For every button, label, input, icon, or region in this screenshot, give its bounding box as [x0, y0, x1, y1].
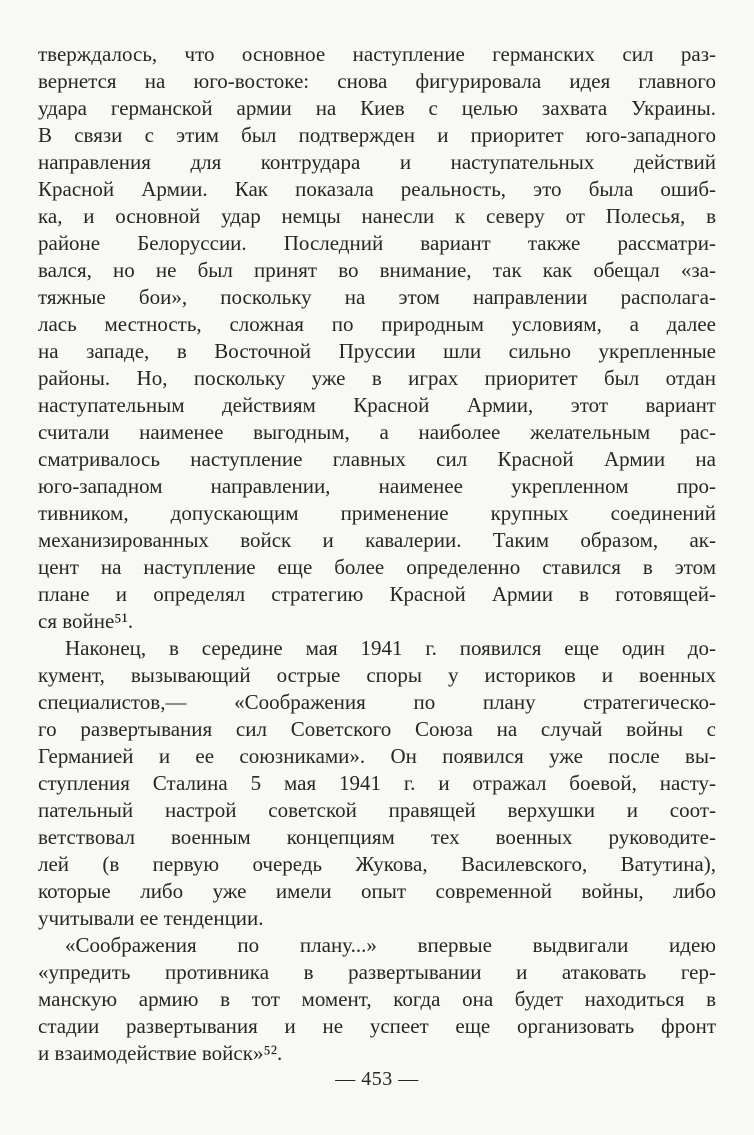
- text-line: вернется на юго-востоке: снова фигурировала идея главного: [38, 69, 716, 93]
- text-line: и взаимодействие войск»⁵².: [38, 1041, 283, 1065]
- text-line: кумент, вызывающий острые споры у историков и военных: [38, 663, 716, 687]
- text-line: районы. Но, поскольку уже в играх приоритет был отдан: [38, 366, 716, 390]
- text-line: «упредить противника в развертывании и атаковать гер-: [38, 960, 716, 984]
- text-line: тверждалось, что основное наступление германских сил раз-: [38, 42, 716, 66]
- text-line: стадии развертывания и не успеет еще организовать фронт: [38, 1014, 716, 1038]
- text-line: цент на наступление еще более определенно ставился в этом: [38, 555, 716, 579]
- text-line: ся войне⁵¹.: [38, 609, 134, 633]
- text-line: ступления Сталина 5 мая 1941 г. и отражал боевой, насту-: [38, 771, 716, 795]
- text-line: специалистов,— «Соображения по плану стратегическо-: [38, 690, 716, 714]
- text-line: В связи с этим был подтвержден и приоритет юго-западного: [38, 123, 716, 147]
- text-line: Германией и ее союзниками». Он появился уже после вы-: [38, 744, 716, 768]
- text-line: на западе, в Восточной Пруссии шли сильно укрепленные: [38, 339, 716, 363]
- text-line: «Соображения по плану...» впервые выдвигали идею: [65, 933, 716, 957]
- text-line: Красной Армии. Как показала реальность, это была ошиб-: [38, 177, 716, 201]
- text-line: го развертывания сил Советского Союза на случай войны с: [38, 717, 716, 741]
- text-line: наступательным действиям Красной Армии, этот вариант: [38, 393, 716, 417]
- paragraph: [38, 635, 716, 932]
- text-line: механизированных войск и кавалерии. Таким образом, ак-: [38, 528, 716, 552]
- text-line: лась местность, сложная по природным условиям, а далее: [38, 312, 716, 336]
- paragraph: [38, 932, 716, 1067]
- text-line: Наконец, в середине мая 1941 г. появился еще один до-: [65, 636, 716, 660]
- text-line: тяжные бои», поскольку на этом направлении располага-: [38, 285, 716, 309]
- text-line: сматривалось наступление главных сил Красной Армии на: [38, 447, 716, 471]
- text-line: манскую армию в тот момент, когда она будет находиться в: [38, 987, 716, 1011]
- text-line: районе Белоруссии. Последний вариант также рассматри-: [38, 231, 716, 255]
- text-line: вался, но не был принят во внимание, так как обещал «за-: [38, 258, 716, 282]
- paragraph: [38, 41, 716, 635]
- text-line: юго-западном направлении, наименее укрепленном про-: [38, 474, 716, 498]
- text-line: тивником, допускающим применение крупных соединений: [38, 501, 716, 525]
- text-line: учитывали ее тенденции.: [38, 906, 264, 930]
- text-line: удара германской армии на Киев с целью захвата Украины.: [38, 96, 716, 120]
- text-line: направления для контрудара и наступательных действий: [38, 150, 716, 174]
- text-line: лей (в первую очередь Жукова, Василевского, Ватутина),: [38, 852, 716, 876]
- text-line: пательный настрой советской правящей верхушки и соот-: [38, 798, 716, 822]
- text-line: ка, и основной удар немцы нанесли к северу от Полесья, в: [38, 204, 716, 228]
- page-number: — 453 —: [335, 1068, 419, 1090]
- text-line: считали наименее выгодным, а наиболее желательным рас-: [38, 420, 716, 444]
- text-line: плане и определял стратегию Красной Армии в готовящей-: [38, 582, 716, 606]
- text-line: ветствовал военным концепциям тех военных руководите-: [38, 825, 716, 849]
- body-text: [38, 41, 716, 1067]
- text-line: которые либо уже имели опыт современной войны, либо: [38, 879, 716, 903]
